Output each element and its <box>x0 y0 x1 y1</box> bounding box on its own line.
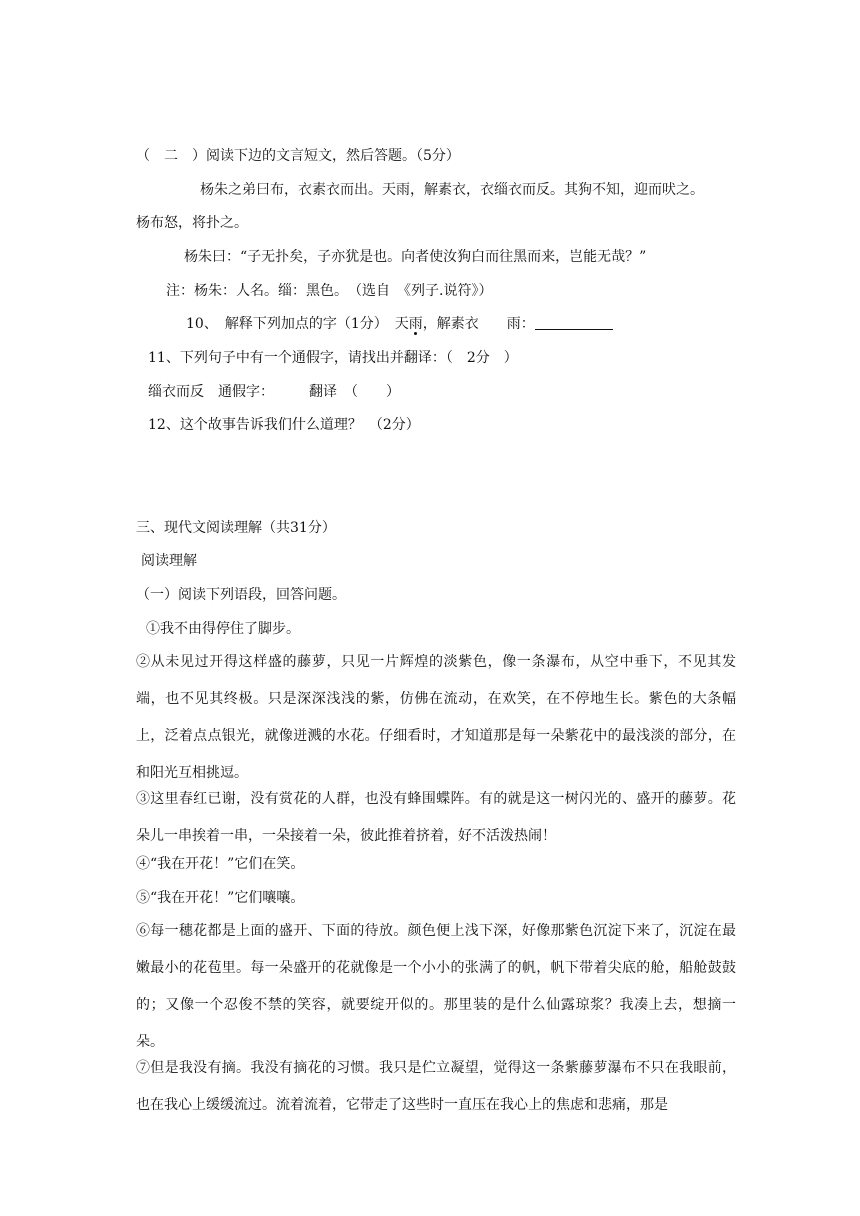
paragraph-4: ④“我在开花！”它们在笑。 <box>136 856 305 872</box>
paragraph-7: ⑦但是我没有摘。我没有摘花的习惯。我只是伫立凝望，觉得这一条紫藤萝瀑布不只在我眼前，也在我心上缓缓流过。流着流着，它带走了这些时一直压在我心上的焦虑和悲痛，那是 <box>136 1060 736 1113</box>
passage-line: 杨布怒，将扑之。 <box>136 215 248 231</box>
passage-line: 杨朱之弟曰布，衣素衣而出。天雨，解素衣，衣缁衣而反。其狗不知，迎而吠之。 <box>200 182 704 198</box>
answer-blank[interactable] <box>535 315 613 330</box>
part-heading: （一）阅读下列语段，回答问题。 <box>136 587 346 603</box>
paragraph-3: ③这里春红已谢，没有赏花的人群，也没有蜂围蝶阵。有的就是这一树闪光的、盛开的藤萝。花朵儿一串挨着一串，一朵接着一朵，彼此推着挤着，好不活泼热闹！ <box>136 791 736 844</box>
dotted-character: 雨 <box>408 316 423 332</box>
paragraph-2: ②从未见过开得这样盛的藤萝，只见一片辉煌的淡紫色，像一条瀑布，从空中垂下，不见其发端，也不见其终极。只是深深浅浅的紫，仿佛在流动，在欢笑，在不停地生长。紫色的大条幅上，泛着点点银光，就像迸溅的水花。仔细看时，才知道那是每一朵紫花中的最浅淡的部分，在和阳光互相挑逗。 <box>136 654 736 781</box>
section-heading: 三、现代文阅读理解（共31分） <box>136 520 336 536</box>
paragraph-5: ⑤“我在开花！”它们嚷嚷。 <box>136 890 305 906</box>
question-11: 11、下列句子中有一个通假字，请找出并翻译：（ 2分 ） <box>148 350 518 366</box>
paragraph-6: ⑥每一穗花都是上面的盛开、下面的待放。颜色便上浅下深，好像那紫色沉淀下来了，沉淀在最嫩最小的花苞里。每一朵盛开的花就像是一个小小的张满了的帆，帆下带着尖底的舱，船舱鼓鼓的；又像一个忍俊不禁的笑容，就要绽开似的。那里装的是什么仙露琼浆？我凑上去，想摘一朵。 <box>136 923 736 1050</box>
annotation-note: 注：杨朱：人名。缁：黑色。 （选自 《列子.说符》） <box>166 283 493 299</box>
question-10 <box>186 314 613 334</box>
target-character: 雨： <box>506 316 535 332</box>
question-12: 12、这个故事告诉我们什么道理？ （2分） <box>148 417 420 433</box>
sub-heading: 阅读理解 <box>141 553 197 569</box>
question-11-answer-line: 缁衣而反 通假字： 翻译 （ ） <box>148 384 400 400</box>
question-text: ，解素衣 <box>422 316 507 332</box>
passage-line: 杨朱曰：“子无扑矣，子亦犹是也。向者使汝狗白而往黑而来，岂能无哉？” <box>184 249 647 265</box>
question-text: 10、 解释下列加点的字（1分） 天 <box>186 316 409 332</box>
paragraph-1: ①我不由得停住了脚步。 <box>146 621 300 637</box>
section-heading: （ 二 ）阅读下边的文言短文，然后答题。（5分） <box>136 148 460 164</box>
